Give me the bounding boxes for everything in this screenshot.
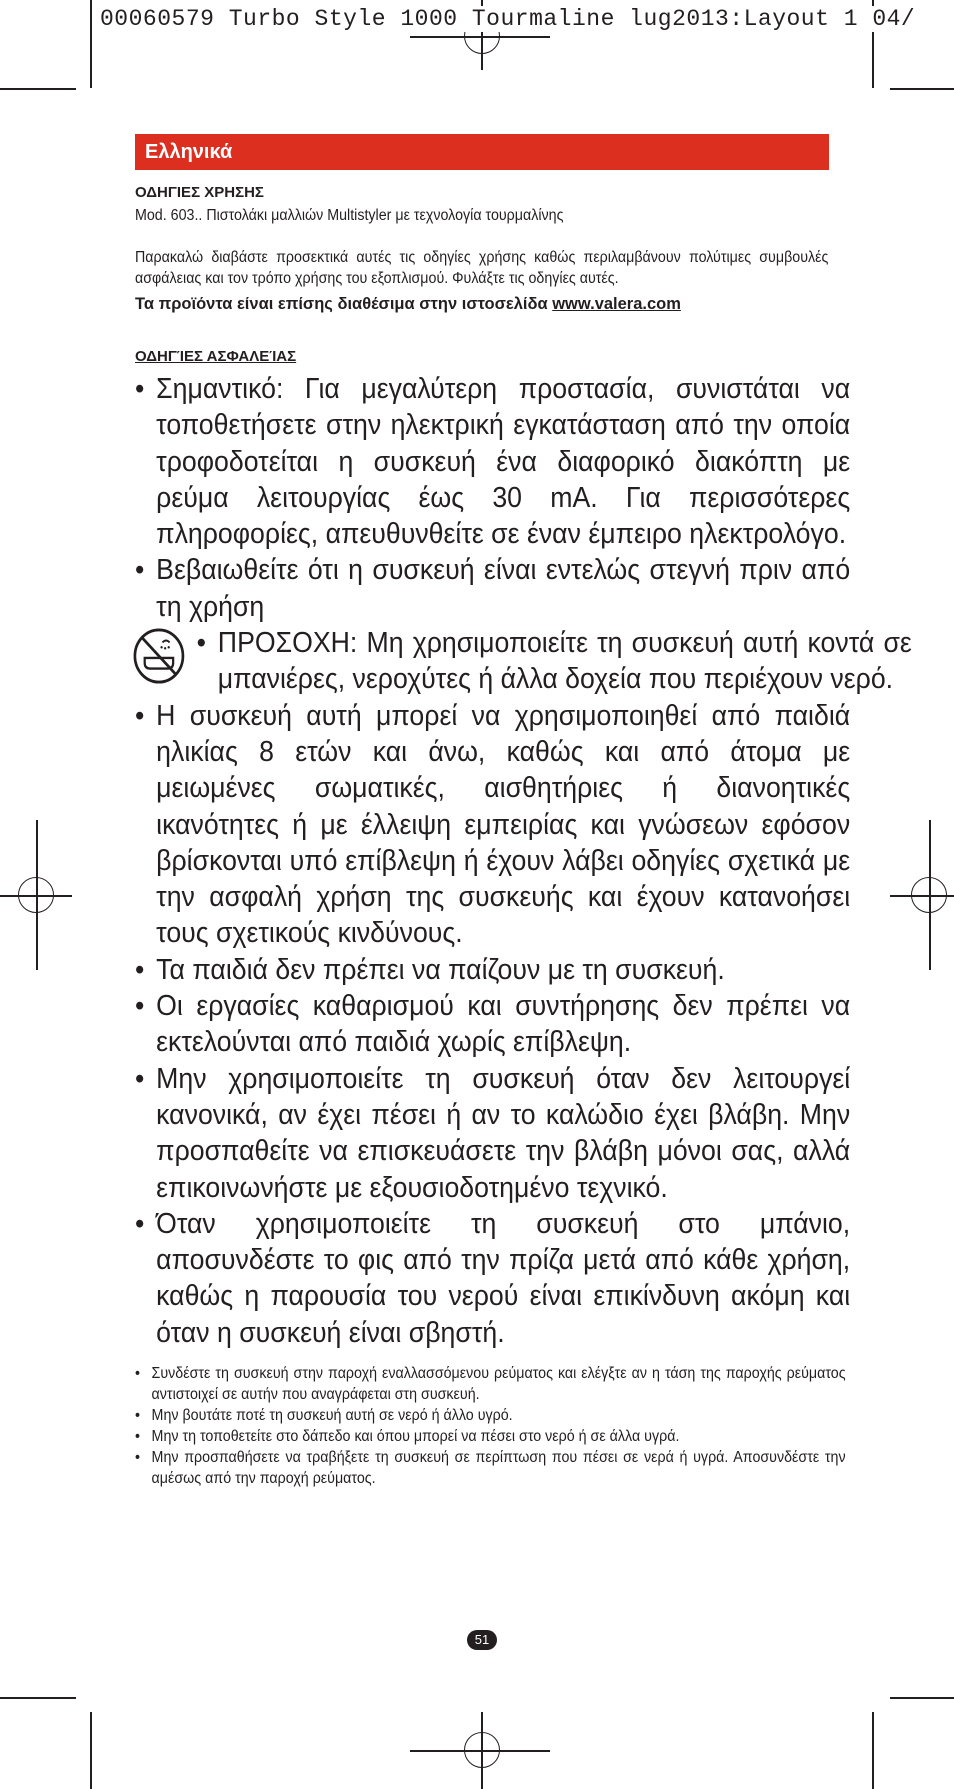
registration-mark [18, 877, 54, 913]
list-item: • Οι εργασίες καθαρισμού και συντήρησης δεν πρέπει να εκτελούνται από παιδιά χωρίς επίβλεψη. [135, 988, 850, 1061]
website-link[interactable]: www.valera.com [552, 295, 681, 313]
list-item: • Σημαντικό: Για μεγαλύτερη προστασία, συνιστάται να τοποθετήσετε στην ηλεκτρική εγκατάσταση από την οποία τροφοδοτείται η συσκευή ένα διαφορικό διακόπτη με ρεύμα λειτουργίας έως 30 mA. Για περισσότερες πληροφορίες, απευθυνθείτε σε έναν έμπειρο ηλεκτρολόγο. [135, 371, 850, 552]
safety-heading: ΟΔΗΓΊΕΣ ΑΣΦΑΛΕΊΑΣ [135, 348, 297, 365]
secondary-safety-list [135, 1363, 846, 1489]
list-item: • Μην προσπαθήσετε να τραβήξετε τη συσκευή σε περίπτωση που πέσει σε νερά ή υγρά. Αποσυνδέστε την αμέσως από την παροχή ρεύματος. [135, 1447, 846, 1489]
registration-mark [911, 877, 947, 913]
list-item: • Μην βουτάτε ποτέ τη συσκευή αυτή σε νερό ή άλλο υγρό. [135, 1405, 846, 1426]
list-item: • Συνδέστε τη συσκευή στην παροχή εναλλασσόμενου ρεύματος και ελέγξτε αν η τάση της παροχής ρεύματος αντιστοιχεί σε αυτήν που αναγράφεται στη συσκευή. [135, 1363, 846, 1405]
crop-mark [0, 1697, 76, 1699]
safety-list [135, 371, 912, 1351]
crop-mark [890, 1697, 954, 1699]
list-item-warning [135, 625, 912, 698]
registration-mark [464, 1732, 500, 1768]
intro-paragraph: Παρακαλώ διαβάστε προσεκτικά αυτές τις οδηγίες χρήσης καθώς περιλαμβάνουν πολύτιμες συμβουλές ασφάλειας και τον τρόπο χρήσης του εξοπλισμού. Φυλάξτε τις οδηγίες αυτές. [135, 249, 829, 287]
model-line: Mod. 603.. Πιστολάκι μαλλιών Multistyler με τεχνολογία τουρμαλίνης [135, 207, 564, 224]
crop-mark [90, 0, 92, 88]
no-bathtub-icon [132, 627, 185, 685]
list-item: • Όταν χρησιμοποιείτε τη συσκευή στο μπάνιο, αποσυνδέστε το φις από την πρίζα μετά από κάθε χρήση, καθώς η παρουσία του νερού είναι επικίνδυνη ακόμη και όταν η συσκευή είναι σβηστή. [135, 1206, 850, 1351]
document-body [135, 134, 912, 1489]
language-bar: Ελληνικά [135, 134, 829, 170]
website-line [135, 295, 829, 314]
crop-mark [872, 1712, 874, 1789]
print-slug: 00060579 Turbo Style 1000 Tourmaline lug2013:Layout 1 04/ [100, 6, 916, 32]
warning-text: ΠΡΟΣΟΧΗ: Μη χρησιμοποιείτε τη συσκευή αυτή κοντά σε μπανιέρες, νεροχύτες ή άλλα δοχεία που περιέχουν νερό. [217, 627, 912, 696]
list-item: • Μην χρησιμοποιείτε τη συσκευή όταν δεν λειτουργεί κανονικά, αν έχει πέσει ή αν το καλώδιο έχει βλάβη. Μην προσπαθείτε να επισκευάσετε την βλάβη μόνοι σας, αλλά επικοινωνήστε με εξουσιοδοτημένο τεχνικό. [135, 1061, 850, 1206]
crop-mark [90, 1712, 92, 1789]
page-number: 51 [467, 1630, 497, 1650]
page-title: ΟΔΗΓΙΕΣ ΧΡΗΣΗΣ [135, 184, 264, 201]
website-text: Τα προϊόντα είναι επίσης διαθέσιμα στην ιστοσελίδα [135, 295, 553, 313]
list-item: • Μην τη τοποθετείτε στο δάπεδο και όπου μπορεί να πέσει στο νερό ή σε άλλα υγρά. [135, 1426, 846, 1447]
crop-mark [0, 88, 76, 90]
crop-mark [890, 88, 954, 90]
list-item: • Βεβαιωθείτε ότι η συσκευή είναι εντελώς στεγνή πριν από τη χρήση [135, 552, 850, 625]
list-item: • Τα παιδιά δεν πρέπει να παίζουν με τη συσκευή. [135, 952, 850, 988]
list-item: • Η συσκευή αυτή μπορεί να χρησιμοποιηθεί από παιδιά ηλικίας 8 ετών και άνω, καθώς και από άτομα με μειωμένες σωματικές, αισθητήριες ή διανοητικές ικανότητες ή με έλλειψη εμπειρίας και γνώσεων εφόσον βρίσκονται υπό επίβλεψη ή έχουν λάβει οδηγίες σχετικά με την ασφαλή χρήση της συσκευής και έχουν κατανοήσει τους σχετικούς κινδύνους. [135, 698, 850, 952]
